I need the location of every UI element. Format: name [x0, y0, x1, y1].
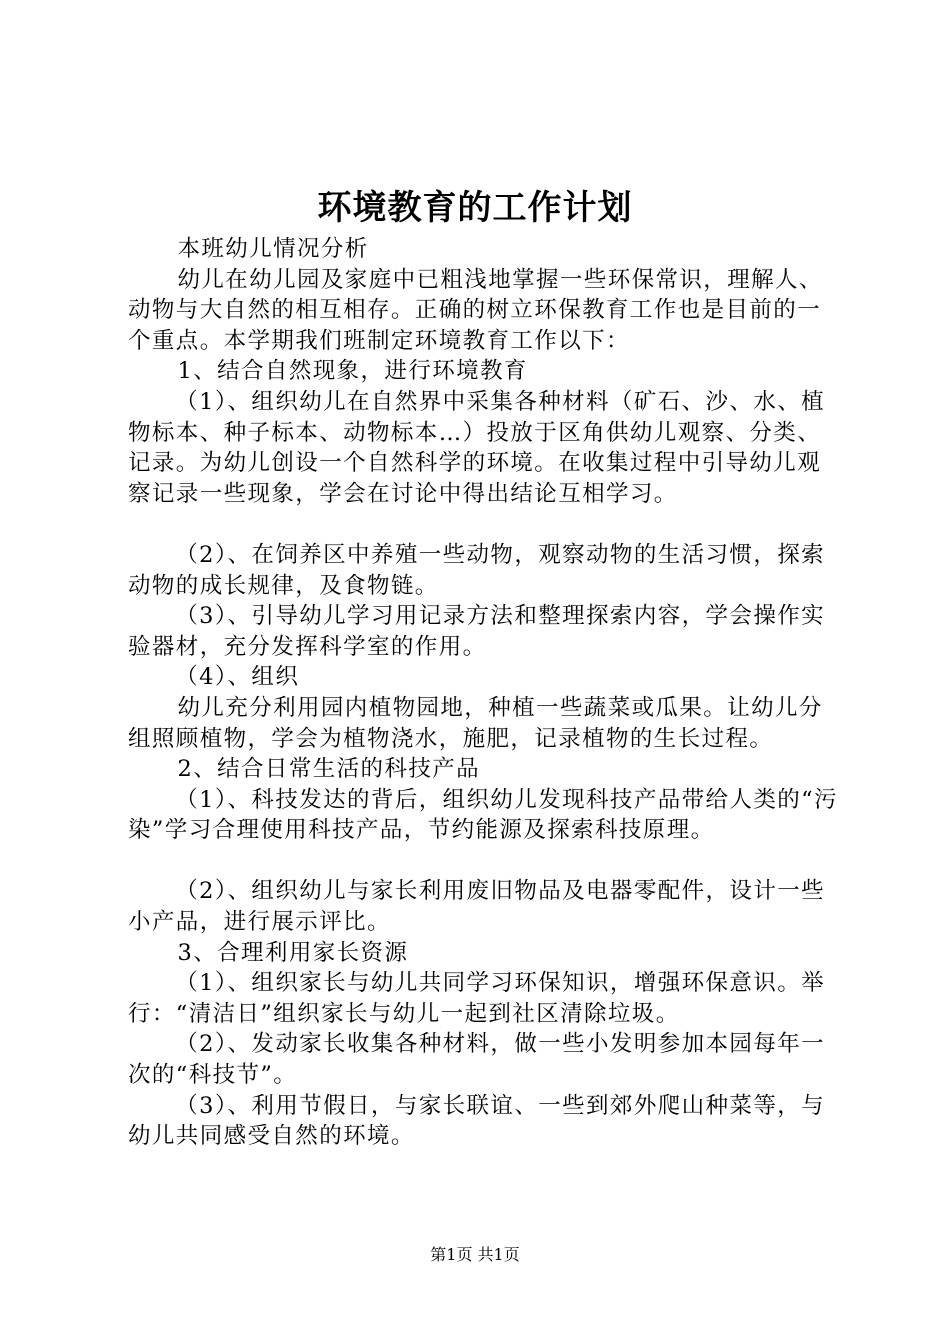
item-2-1: （1）、科技发达的背后，组织幼儿发现科技产品带给人类的“污染”学习合理使用科技产品，节约能源及探索科技原理。 [128, 786, 838, 844]
item-3-3: （3）、利用节假日，与家长联谊、一些到郊外爬山种菜等，与幼儿共同感受自然的环境。 [128, 1092, 826, 1150]
paragraph-intro: 幼儿在幼儿园及家庭中已粗浅地掌握一些环保常识，理解人、动物与大自然的相互相存。正确的树立环保教育工作也是目前的一个重点。本学期我们班制定环境教育工作以下： [128, 266, 823, 354]
item-1-3: （3）、引导幼儿学习用记录方法和整理探索内容，学会操作实验器材，充分发挥科学室的作用。 [128, 603, 826, 660]
document-body [128, 234, 840, 1152]
item-2-2: （2）、组织幼儿与家长利用废旧物品及电器零配件，设计一些小产品，进行展示评比。 [128, 878, 826, 936]
document-title: 环境教育的工作计划 [317, 188, 633, 228]
section-heading-analysis: 本班幼儿情况分析 [177, 236, 369, 262]
section-heading-3: 3、合理利用家长资源 [177, 939, 409, 966]
section-heading-2: 2、结合日常生活的科技产品 [177, 756, 481, 783]
paragraph-gap [128, 846, 840, 877]
item-3-1: （1）、组织家长与幼儿共同学习环保知识，增强环保意识。举行：“清洁日”组织家长与幼儿一起到社区清除垃圾。 [128, 970, 826, 1027]
page-number-footer: 第1页 共1页 [430, 1245, 520, 1264]
item-3-2: （2）、发动家长收集各种材料，做一些小发明参加本园每年一次的“科技节”。 [128, 1031, 826, 1089]
item-1-1: （1）、组织幼儿在自然界中采集各种材料（矿石、沙、水、植物标本、种子标本、动物标本…）投放于区角供幼儿观察、分类、记录。为幼儿创设一个自然科学的环境。在收集过程中引导幼儿观察记录一些现象，学会在讨论中得出结论互相学习。 [128, 388, 826, 507]
item-1-2: （2）、在饲养区中养殖一些动物，观察动物的生活习惯，探索动物的成长规律，及食物链。 [128, 541, 826, 599]
item-1-4: （4）、组织 [175, 664, 300, 691]
item-1-4-body: 幼儿充分利用园内植物园地，种植一些蔬菜或瓜果。让幼儿分组照顾植物，学会为植物浇水，施肥，记录植物的生长过程。 [128, 694, 823, 752]
paragraph-gap [128, 509, 840, 540]
section-heading-1: 1、结合自然现象，进行环境教育 [177, 358, 528, 385]
